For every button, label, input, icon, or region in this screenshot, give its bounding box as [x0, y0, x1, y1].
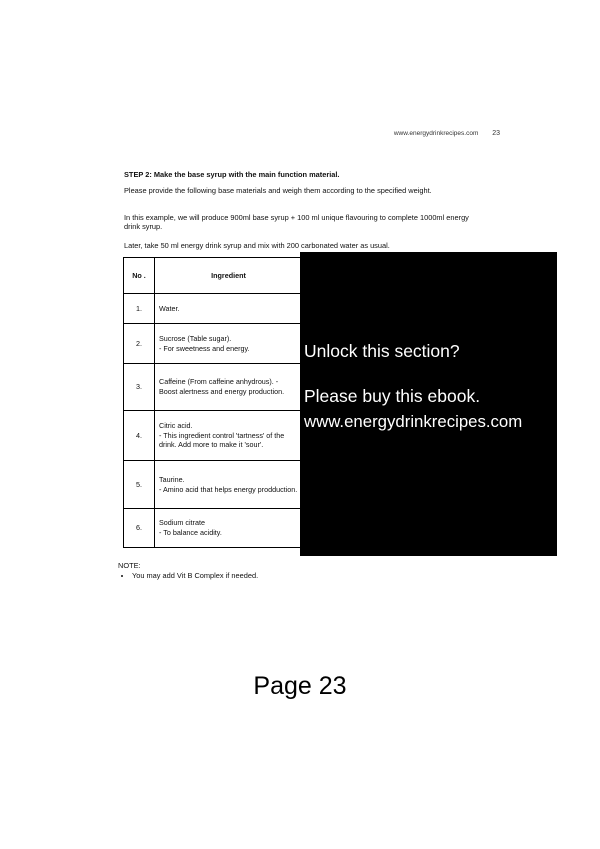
ingredient-name: Water.	[159, 303, 180, 313]
ingredient-note: Boost alertness and energy production.	[159, 387, 285, 396]
row-number: 6.	[124, 509, 155, 548]
ingredient-cell	[155, 364, 303, 411]
ingredient-note: - To balance acidity.	[159, 528, 222, 537]
table-row	[124, 364, 303, 411]
ingredient-note: - For sweetness and energy.	[159, 343, 250, 353]
unlock-prompt: Unlock this section?	[304, 341, 460, 361]
ingredient-cell	[155, 509, 303, 548]
ingredient-cell	[155, 461, 303, 509]
list-item: • You may add Vit B Complex if needed.	[132, 571, 258, 580]
ingredient-cell	[155, 411, 303, 461]
ingredient-name: Sodium citrate	[159, 518, 205, 528]
paragraph-materials: Please provide the following base materials and weigh them according to the specified weight.	[124, 186, 432, 195]
table-row	[124, 411, 303, 461]
locked-section-overlay	[300, 252, 557, 556]
ingredient-cell	[155, 324, 303, 364]
header-website: www.energydrinkrecipes.com	[393, 130, 479, 137]
table-row	[124, 294, 303, 324]
ingredient-name: Sucrose (Table sugar).	[159, 333, 232, 343]
ingredient-cell	[155, 294, 303, 324]
overlay-website: www.energydrinkrecipes.com	[304, 412, 523, 431]
buy-ebook-message: Please buy this ebook.	[304, 386, 481, 406]
row-number: 5.	[124, 461, 155, 509]
table-row	[124, 509, 303, 548]
table-header-row	[124, 258, 303, 294]
paragraph-example: In this example, we will produce 900ml base syrup + 100 ml unique flavouring to complete 1000ml energy drink syrup.	[124, 213, 469, 232]
ingredient-note: - Amino acid that helps energy prodduction.	[159, 484, 298, 494]
paragraph-mixing: Later, take 50 ml energy drink syrup and mix with 200 carbonated water as usual.	[124, 241, 390, 250]
ingredient-note: - This ingredient control 'tartness' of the drink. Add more to make it 'sour'.	[159, 430, 285, 450]
page-header	[394, 130, 500, 137]
note-list	[118, 571, 258, 580]
note-title: NOTE:	[118, 561, 141, 570]
header-page-number: 23	[492, 130, 500, 137]
step-title: STEP 2: Make the base syrup with the main function material.	[124, 170, 340, 179]
table-row	[124, 461, 303, 509]
row-number: 3.	[124, 364, 155, 411]
row-number: 1.	[124, 294, 155, 324]
ingredient-name: Caffeine (From caffeine anhydrous). -	[159, 377, 279, 387]
column-header-no: No .	[124, 258, 155, 294]
page-label: Page 23	[253, 672, 347, 700]
ingredients-table	[123, 257, 303, 548]
ingredient-name: Taurine.	[159, 474, 185, 484]
row-number: 4.	[124, 411, 155, 461]
column-header-ingredient: Ingredient	[155, 258, 303, 294]
ingredient-name: Citric acid.	[159, 420, 193, 430]
table-row	[124, 324, 303, 364]
row-number: 2.	[124, 324, 155, 364]
